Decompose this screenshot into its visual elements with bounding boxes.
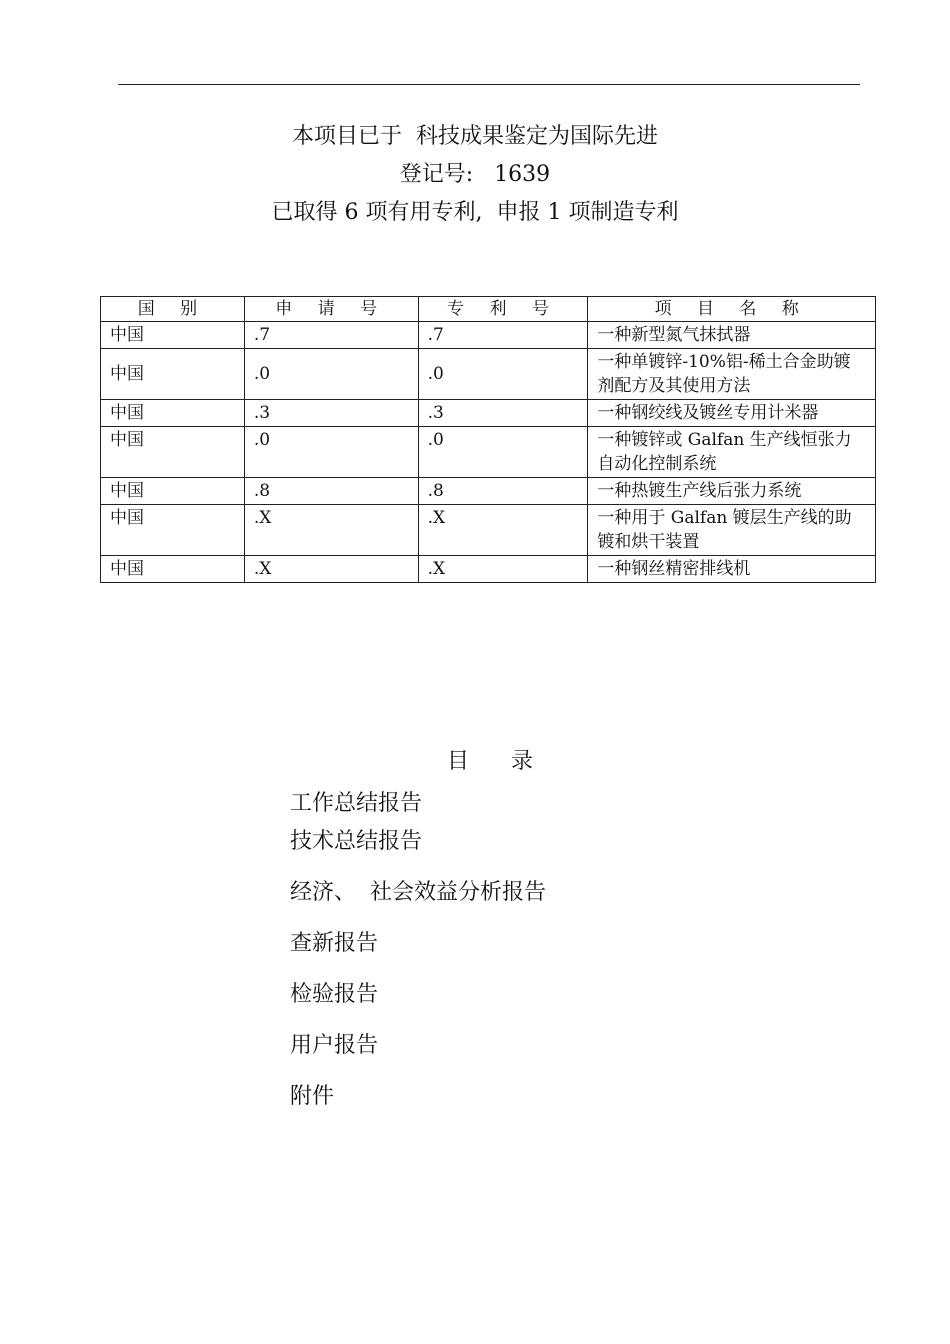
cell-project-name: 一种单镀锌-10%铝-稀土合金助镀剂配方及其使用方法 — [588, 349, 876, 400]
cell-application-no: .X — [244, 556, 418, 583]
cell-project-name: 一种镀锌或 Galfan 生产线恒张力自动化控制系统 — [588, 427, 876, 478]
cell-project-name: 一种钢绞线及镀丝专用计米器 — [588, 400, 876, 427]
cell-country: 中国 — [101, 556, 245, 583]
patents-summary-line: 已取得 6 项有用专利, 申报 1 项制造专利 — [271, 200, 679, 225]
registration-line: 登记号: 1639 — [399, 162, 551, 187]
top-rule — [118, 84, 860, 85]
cell-application-no: .3 — [244, 400, 418, 427]
cell-patent-no: .X — [418, 556, 588, 583]
cell-application-no: .0 — [244, 427, 418, 478]
cell-patent-no: .0 — [418, 427, 588, 478]
cell-country: 中国 — [101, 478, 245, 505]
intro-block — [0, 118, 950, 232]
patent-table — [100, 296, 876, 583]
header-project-name: 项 目 名 称 — [588, 297, 876, 322]
cell-country: 中国 — [101, 505, 245, 556]
table-row — [101, 349, 876, 400]
cell-application-no: .7 — [244, 322, 418, 349]
header-country: 国 别 — [101, 297, 245, 322]
cell-project-name: 一种钢丝精密排线机 — [588, 556, 876, 583]
cell-country: 中国 — [101, 427, 245, 478]
table-row — [101, 556, 876, 583]
cell-patent-no: .X — [418, 505, 588, 556]
cell-project-name: 一种热镀生产线后张力系统 — [588, 478, 876, 505]
toc-item-benefit-analysis[interactable]: 经济、 社会效益分析报告 — [290, 880, 546, 905]
table-header-row — [101, 297, 876, 322]
toc-item-technical-summary[interactable]: 技术总结报告 — [290, 829, 423, 854]
cell-patent-no: .0 — [418, 349, 588, 400]
toc-item-inspection[interactable]: 检验报告 — [290, 982, 379, 1007]
cell-application-no: .X — [244, 505, 418, 556]
cell-project-name: 一种新型氮气抹拭器 — [588, 322, 876, 349]
table-row — [101, 322, 876, 349]
cell-patent-no: .7 — [418, 322, 588, 349]
header-patent-no: 专 利 号 — [418, 297, 588, 322]
header-application-no: 申 请 号 — [244, 297, 418, 322]
appraisal-line: 本项目已于 科技成果鉴定为国际先进 — [292, 124, 658, 149]
cell-project-name: 一种用于 Galfan 镀层生产线的助镀和烘干装置 — [588, 505, 876, 556]
table-row — [101, 400, 876, 427]
table-row — [101, 478, 876, 505]
cell-patent-no: .8 — [418, 478, 588, 505]
toc-item-novelty-search[interactable]: 查新报告 — [290, 931, 379, 956]
toc-item-attachments[interactable]: 附件 — [290, 1084, 335, 1109]
cell-country: 中国 — [101, 322, 245, 349]
toc-item-work-summary[interactable]: 工作总结报告 — [290, 791, 423, 816]
toc-item-user-report[interactable]: 用户报告 — [290, 1033, 379, 1058]
table-row — [101, 505, 876, 556]
cell-country: 中国 — [101, 349, 245, 400]
cell-application-no: .8 — [244, 478, 418, 505]
cell-country: 中国 — [101, 400, 245, 427]
toc-title: 目 录 — [447, 749, 533, 774]
cell-application-no: .0 — [244, 349, 418, 400]
cell-patent-no: .3 — [418, 400, 588, 427]
table-row — [101, 427, 876, 478]
